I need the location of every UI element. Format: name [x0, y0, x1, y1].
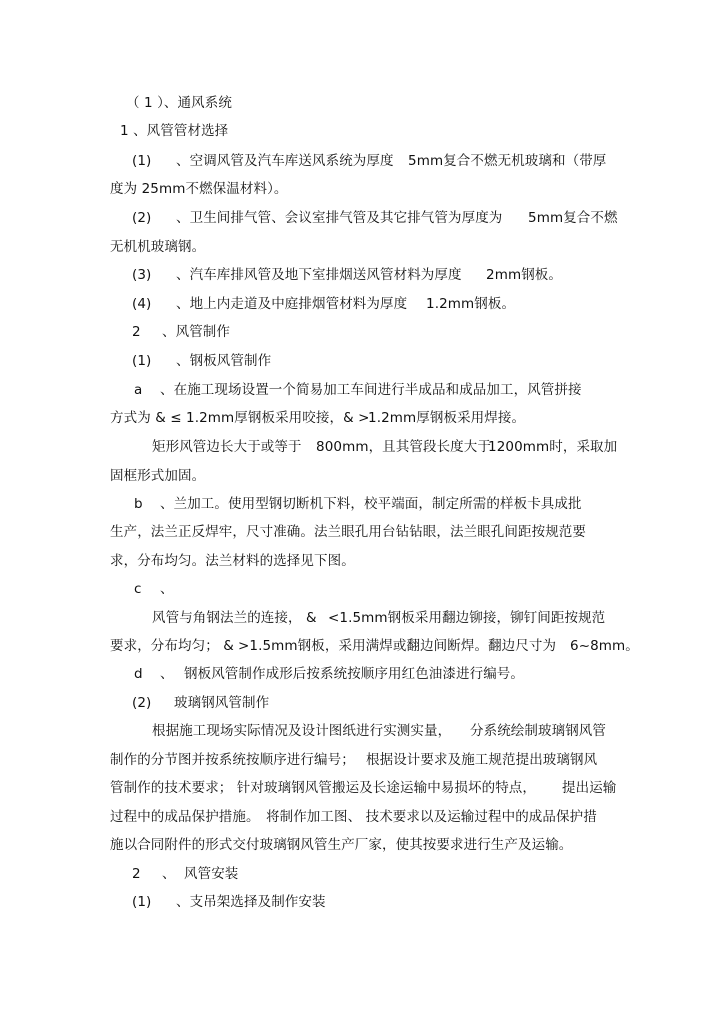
text-line: 生产，法兰正反焊牢，尺寸准确。法兰眼孔用台钻钻眼，法兰眼孔间距按规范要: [110, 524, 586, 540]
text-segment: 、地上内走道及中庭排烟管材料为厚度: [176, 296, 408, 312]
text-segment: 管制作的技术要求； 针对玻璃钢风管搬运及长途运输中易损坏的特点，: [110, 780, 536, 796]
text-segment: 、兰加工。使用型钢切断机下料，校平端面，制定所需的样板卡具成批: [160, 496, 582, 512]
item-letter: a: [134, 382, 143, 398]
text-segment: 5mm复合不燃无机玻璃和（带厚: [408, 153, 607, 169]
text-segment: 1.2mm钢板。: [426, 296, 516, 312]
text-segment: <1.5mm钢板采用翻边铆接，铆钉间距按规范: [328, 610, 606, 626]
text-line: 1 、风管管材选择: [120, 123, 229, 139]
text-segment: 6~8mm。: [570, 638, 639, 654]
text-segment: 钢板风管制作成形后按系统按顺序用红色油漆进行编号。: [184, 666, 524, 682]
item-number: (4): [132, 296, 152, 312]
item-letter: d: [134, 666, 143, 682]
text-segment: 方式为 & ≤ 1.2mm厚钢板采用咬接，& >: [110, 410, 370, 426]
text-segment: 、支吊架选择及制作安装: [176, 894, 326, 910]
text-segment: 分系统绘制玻璃钢风管: [470, 723, 606, 739]
text-segment: 玻璃钢风管制作: [174, 695, 270, 711]
item-number: 2: [132, 866, 141, 882]
text-segment: 、卫生间排气管、会议室排气管及其它排气管为厚度为: [176, 210, 503, 226]
text-line: （ 1 ）、通风系统: [126, 95, 232, 111]
item-number: (1): [132, 353, 152, 369]
text-segment: 2mm钢板。: [486, 267, 562, 283]
text-segment: 1200mm时，采取加: [488, 439, 618, 455]
text-segment: 矩形风管边长大于或等于: [152, 439, 302, 455]
text-line: 固框形式加固。: [110, 468, 206, 484]
text-segment: 、钢板风管制作: [176, 353, 272, 369]
text-line: 无机机玻璃钢。: [110, 239, 206, 255]
text-segment: 风管安装: [184, 866, 239, 882]
text-segment: 制作的分节图并按系统按顺序进行编号；: [110, 752, 355, 768]
text-line: 求，分布均匀。法兰材料的选择见下图。: [110, 553, 355, 569]
text-segment: 800mm，且其管段长度大于: [316, 439, 491, 455]
item-number: (2): [132, 695, 152, 711]
item-letter: c: [134, 581, 142, 597]
text-segment: 、: [160, 666, 174, 682]
item-number: 2: [132, 324, 141, 340]
item-number: (1): [132, 153, 152, 169]
text-segment: 5mm复合不燃: [528, 210, 618, 226]
item-number: (3): [132, 267, 152, 283]
text-segment: 1.2mm厚钢板采用焊接。: [368, 410, 526, 426]
text-segment: 要求，分布均匀； &: [110, 638, 234, 654]
text-line: 度为 25mm不燃保温材料）。: [110, 181, 288, 197]
text-segment: 提出运输: [562, 780, 617, 796]
text-segment: >1.5mm钢板，采用满焊或翻边间断焊。翻边尺寸为: [238, 638, 557, 654]
item-number: (1): [132, 894, 152, 910]
text-segment: 根据设计要求及施工规范提出玻璃钢风: [366, 752, 598, 768]
item-letter: b: [134, 496, 143, 512]
text-segment: 、汽车库排风管及地下室排烟送风管材料为厚度: [176, 267, 462, 283]
text-segment: 、风管制作: [162, 324, 230, 340]
item-number: (2): [132, 210, 152, 226]
text-segment: 、: [162, 866, 176, 882]
text-segment: 、: [160, 581, 174, 597]
text-segment: 、空调风管及汽车库送风系统为厚度: [176, 153, 394, 169]
text-line: 施以合同附件的形式交付玻璃钢风管生产厂家，使其按要求进行生产及运输。: [110, 837, 573, 853]
text-segment: 、在施工现场设置一个简易加工车间进行半成品和成品加工，风管拼接: [160, 382, 582, 398]
text-segment: 将制作加工图、 技术要求以及运输过程中的成品保护措: [266, 809, 597, 825]
text-segment: 过程中的成品保护措施。: [110, 809, 260, 825]
text-segment: 根据施工现场实际情况及设计图纸进行实测实量，: [152, 723, 452, 739]
text-segment: 风管与角钢法兰的连接， &: [152, 610, 317, 626]
